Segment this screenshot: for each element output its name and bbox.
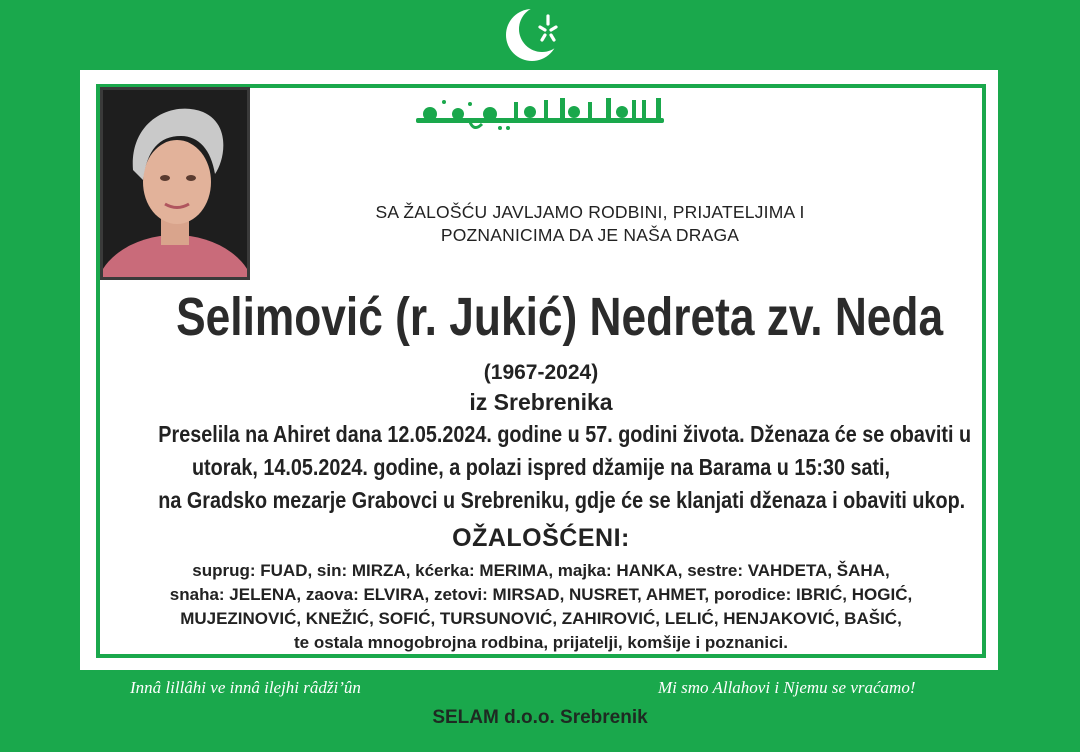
notice-line: Preselila na Ahiret dana 12.05.2024. godine u 57. godini života. Dženaza će se obaviti u: [158, 421, 972, 447]
portrait-photo: [100, 87, 250, 280]
mourners-list: [96, 559, 986, 655]
funeral-notice: [96, 418, 986, 517]
crescent-star-icon: [502, 2, 566, 66]
company-name: SELAM d.o.o. Srebrenik: [432, 707, 648, 728]
mourners-line: snaha: JELENA, zaova: ELVIRA, zetovi: MIRSAD, NUSRET, AHMET, porodice: IBRIĆ, HOGIĆ,: [169, 585, 913, 604]
intro-line: SA ŽALOŠĆU JAVLJAMO RODBINI, PRIJATELJIMA I: [375, 202, 805, 222]
intro-line: POZNANICIMA DA JE NAŠA DRAGA: [440, 225, 740, 245]
mourners-line: MUJEZINOVIĆ, KNEŽIĆ, SOFIĆ, TURSUNOVIĆ, ZAHIROVIĆ, LELIĆ, HENJAKOVIĆ, BAŠIĆ,: [180, 609, 902, 628]
deceased-years: (1967-2024): [483, 361, 599, 384]
mourners-title: OŽALOŠĆENI:: [452, 524, 630, 552]
deceased-name: Selimović (r. Jukić) Nedreta zv. Neda: [176, 287, 944, 347]
footer-arabic-transliteration: Innâ lillâhi ve innâ ilejhi râdži’ûn: [130, 678, 361, 697]
arabic-calligraphy-icon: [410, 94, 670, 134]
intro-text: [260, 201, 920, 247]
footer-translation: Mi smo Allahovi i Njemu se vraćamo!: [658, 678, 916, 697]
mourners-line: te ostala mnogobrojna rodbina, prijatelji, komšije i poznanici.: [293, 633, 789, 652]
notice-line: na Gradsko mezarje Grabovci u Srebreniku, gdje će se klanjati dženaza i obaviti ukop.: [158, 487, 966, 513]
mourners-line: suprug: FUAD, sin: MIRZA, kćerka: MERIMA, majka: HANKA, sestre: VAHDETA, ŠAHA,: [192, 561, 890, 580]
notice-line: utorak, 14.05.2024. godine, a polazi ispred džamije na Barama u 15:30 sati,: [191, 454, 891, 480]
deceased-place: iz Srebrenika: [469, 389, 613, 415]
